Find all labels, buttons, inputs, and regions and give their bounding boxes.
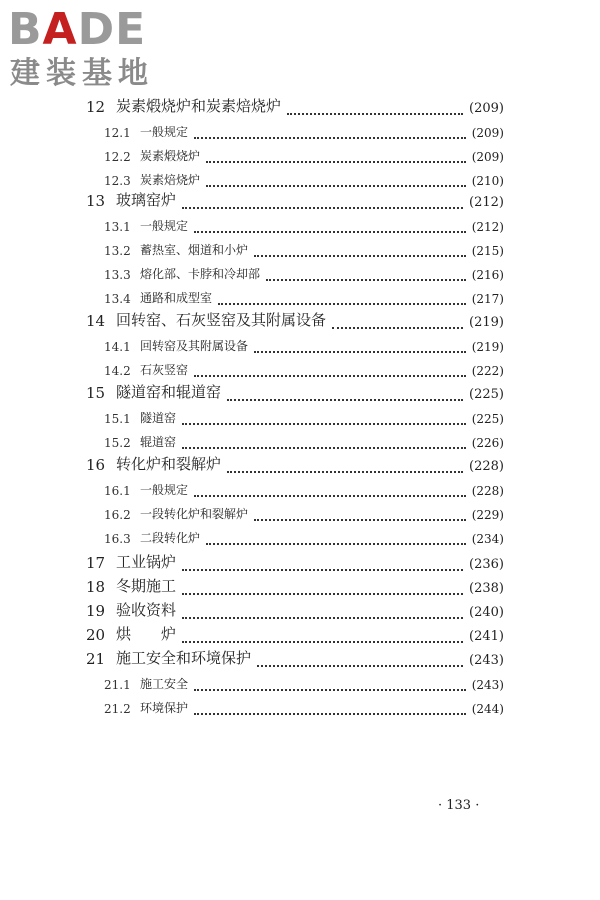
toc-chapter-row[interactable] [0,624,600,646]
toc-entry-title: 工业锅炉 [116,551,180,572]
toc-chapter-row[interactable] [0,600,600,622]
toc-entry-number: 21.2 [104,702,131,716]
toc-entry-title: 二段转化炉 [140,529,204,546]
toc-entry-number: 16.3 [104,532,131,546]
toc-entry-title: 一般规定 [140,217,192,234]
toc-dot-leader [227,459,463,473]
toc-dot-leader [194,125,466,139]
toc-dot-leader [254,507,466,521]
toc-entry-page: (217) [468,292,504,306]
toc-entry-title: 蓄热室、烟道和小炉 [140,241,252,258]
toc-dot-leader [227,387,463,401]
toc-entry-page: (219) [465,315,504,330]
toc-dot-leader [194,363,466,377]
toc-entry-number: 20 [86,626,106,644]
toc-entry-page: (228) [465,459,504,474]
toc-chapter-row[interactable] [0,648,600,670]
toc-entry-title: 一般规定 [140,123,192,140]
toc-dot-leader [182,581,463,595]
toc-chapter-row[interactable] [0,96,600,118]
toc-entry-number: 13.4 [104,292,131,306]
toc-dot-leader [194,483,466,497]
toc-entry-title: 一般规定 [140,481,192,498]
toc-chapter-row[interactable] [0,190,600,212]
toc-entry-number: 21.1 [104,678,131,692]
toc-entry-title: 环境保护 [140,699,192,716]
toc-entry-page: (210) [468,174,504,188]
toc-dot-leader [182,557,463,571]
toc-entry-number: 13 [86,192,106,210]
toc-entry-title: 炭素煅烧炉 [140,147,204,164]
toc-entry-number: 18 [86,578,106,596]
toc-dot-leader [194,701,466,715]
toc-entry-title: 转化炉和裂解炉 [116,453,225,474]
toc-entry-title: 隧道窑 [140,409,180,426]
toc-entry-page: (241) [465,629,504,644]
toc-entry-number: 15.2 [104,436,131,450]
toc-chapter-row[interactable] [0,382,600,404]
logo-accent-letter: A [42,4,78,55]
toc-entry-page: (244) [468,702,504,716]
toc-dot-leader [182,605,463,619]
toc-section-row[interactable] [0,144,600,166]
toc-entry-title: 辊道窑 [140,433,180,450]
toc-dot-leader [182,411,466,425]
toc-entry-number: 21 [86,650,106,668]
toc-dot-leader [194,219,466,233]
toc-section-row[interactable] [0,334,600,356]
toc-dot-leader [254,339,466,353]
toc-section-row[interactable] [0,238,600,260]
toc-section-row[interactable] [0,120,600,142]
toc-chapter-row[interactable] [0,576,600,598]
toc-entry-number: 13.2 [104,244,131,258]
toc-entry-page: (228) [468,484,504,498]
toc-section-row[interactable] [0,286,600,308]
toc-entry-number: 14.1 [104,340,131,354]
toc-dot-leader [182,629,463,643]
toc-section-row[interactable] [0,696,600,718]
toc-section-row[interactable] [0,672,600,694]
toc-entry-number: 17 [86,554,106,572]
toc-entry-number: 16 [86,456,106,474]
toc-entry-title: 验收资料 [116,599,180,620]
toc-section-row[interactable] [0,168,600,190]
toc-entry-number: 12.1 [104,126,131,140]
toc-entry-page: (243) [468,678,504,692]
toc-entry-page: (243) [465,653,504,668]
toc-entry-page: (209) [468,126,504,140]
toc-entry-page: (212) [468,220,504,234]
toc-entry-page: (222) [468,364,504,378]
toc-entry-number: 12.3 [104,174,131,188]
toc-entry-number: 12.2 [104,150,131,164]
toc-entry-page: (209) [465,101,504,116]
page-number: · 133 · [438,798,480,813]
toc-dot-leader [194,677,466,691]
toc-section-row[interactable] [0,478,600,500]
toc-dot-leader [206,531,466,545]
toc-section-row[interactable] [0,430,600,452]
toc-entry-number: 14.2 [104,364,131,378]
toc-chapter-row[interactable] [0,454,600,476]
toc-entry-page: (209) [468,150,504,164]
toc-chapter-row[interactable] [0,310,600,332]
toc-entry-page: (225) [465,387,504,402]
toc-entry-number: 13.1 [104,220,131,234]
toc-entry-title: 烘 炉 [116,623,180,644]
toc-entry-page: (236) [465,557,504,572]
toc-dot-leader [206,173,466,187]
toc-entry-number: 14 [86,312,106,330]
toc-entry-page: (219) [468,340,504,354]
toc-entry-number: 13.3 [104,268,131,282]
toc-dot-leader [257,653,463,667]
toc-entry-page: (229) [468,508,504,522]
toc-entry-title: 玻璃窑炉 [116,189,180,210]
toc-section-row[interactable] [0,526,600,548]
toc-dot-leader [287,101,463,115]
toc-entry-title: 回转窑、石灰竖窑及其附属设备 [116,309,330,330]
toc-entry-page: (240) [465,605,504,620]
toc-entry-title: 回转窑及其附属设备 [140,337,252,354]
toc-entry-number: 16.2 [104,508,131,522]
toc-entry-number: 15.1 [104,412,131,426]
toc-entry-title: 隧道窑和辊道窑 [116,381,225,402]
toc-entry-title: 冬期施工 [116,575,180,596]
toc-section-row[interactable] [0,358,600,380]
toc-entry-number: 12 [86,98,106,116]
toc-dot-leader [182,195,463,209]
toc-dot-leader [254,243,466,257]
toc-entry-number: 15 [86,384,106,402]
toc-section-row[interactable] [0,262,600,284]
toc-entry-title: 熔化部、卡脖和冷却部 [140,265,264,282]
toc-entry-page: (215) [468,244,504,258]
toc-entry-number: 16.1 [104,484,131,498]
toc-entry-page: (212) [465,195,504,210]
toc-entry-title: 施工安全和环境保护 [116,647,255,668]
toc-entry-number: 19 [86,602,106,620]
toc-entry-title: 通路和成型室 [140,289,216,306]
toc-entry-page: (226) [468,436,504,450]
toc-entry-page: (216) [468,268,504,282]
toc-entry-title: 炭素焙烧炉 [140,171,204,188]
toc-entry-title: 石灰竖窑 [140,361,192,378]
toc-entry-title: 炭素煅烧炉和炭素焙烧炉 [116,95,285,116]
toc-dot-leader [218,291,466,305]
toc-dot-leader [332,315,463,329]
toc-section-row[interactable] [0,214,600,236]
toc-section-row[interactable] [0,502,600,524]
toc-chapter-row[interactable] [0,552,600,574]
toc-dot-leader [206,149,466,163]
toc-entry-page: (238) [465,581,504,596]
toc-entry-title: 施工安全 [140,675,192,692]
toc-entry-page: (234) [468,532,504,546]
toc-entry-page: (225) [468,412,504,426]
logo-cjk-text: 建装基地 [10,56,154,91]
logo-latin-text: BADE [8,4,147,55]
toc-dot-leader [182,435,466,449]
toc-dot-leader [266,267,466,281]
toc-entry-title: 一段转化炉和裂解炉 [140,505,252,522]
toc-section-row[interactable] [0,406,600,428]
